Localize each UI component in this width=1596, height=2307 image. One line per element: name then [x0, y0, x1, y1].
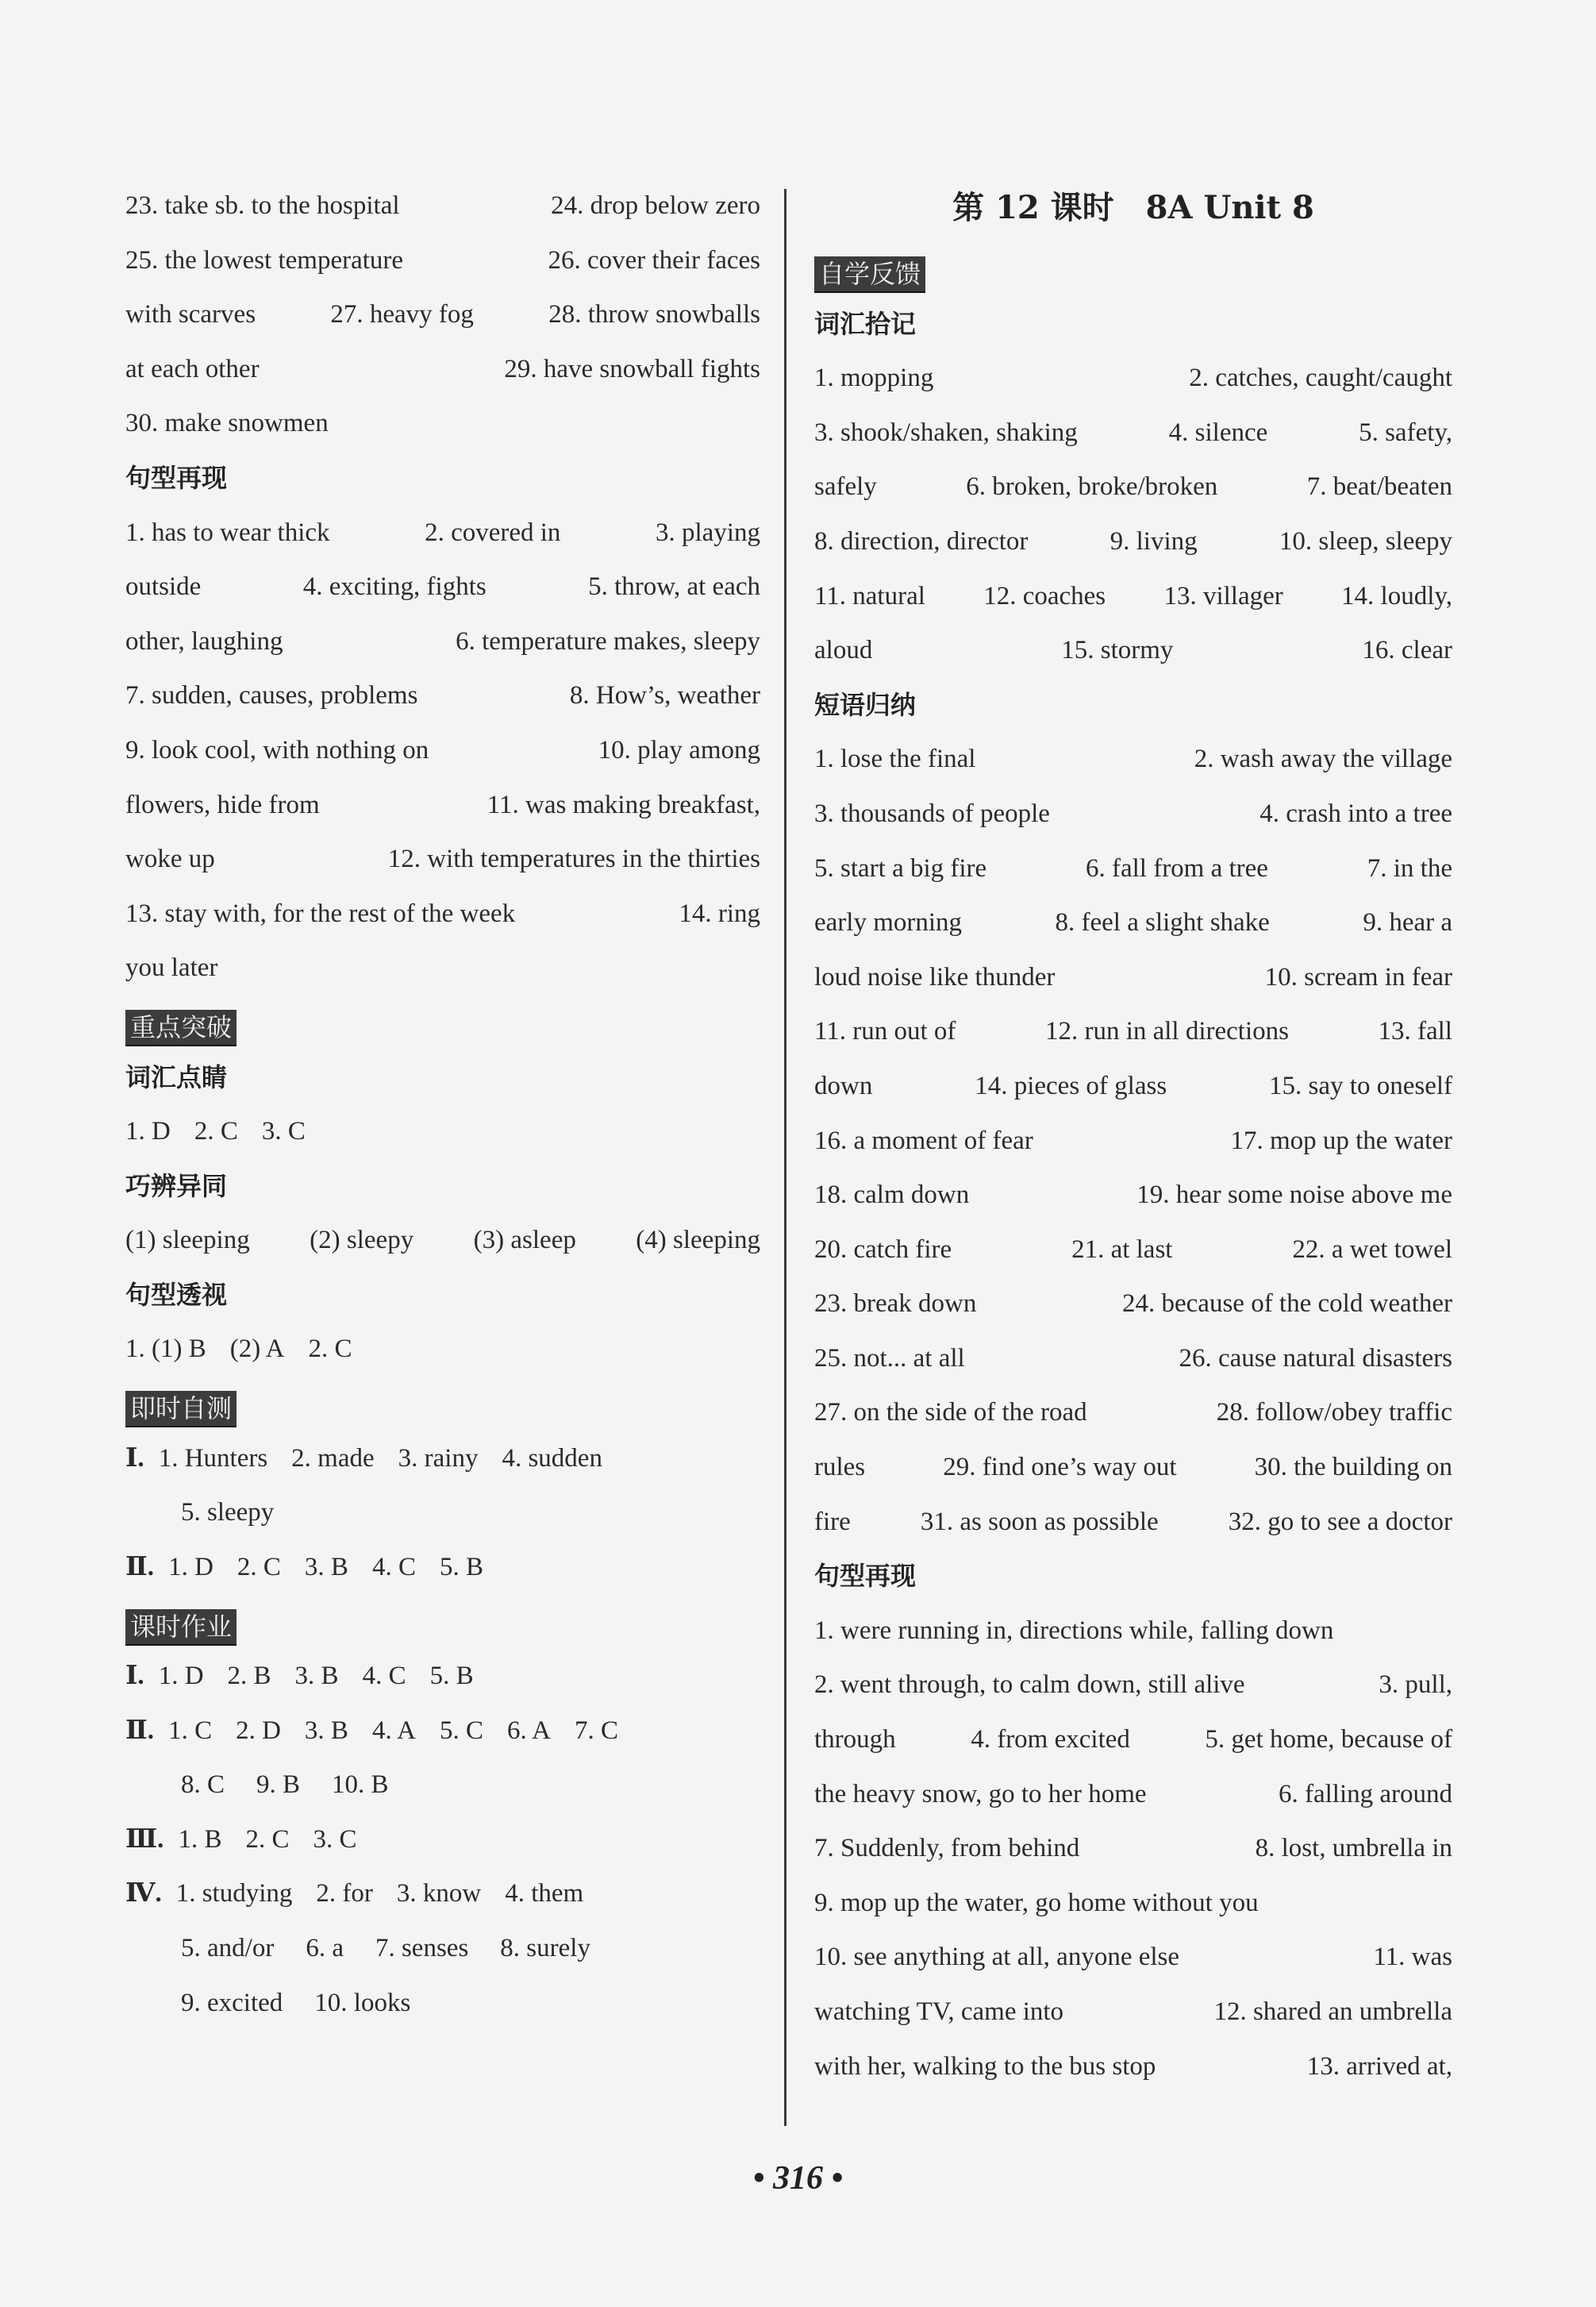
- answer-segment: 25. not... at all: [814, 1343, 965, 1373]
- answer-line: [814, 411, 1452, 466]
- answer-line: [814, 1391, 1452, 1446]
- answer-segment: 1. B: [178, 1824, 222, 1854]
- answer-line: [814, 738, 1452, 792]
- answer-segment: 2. made: [291, 1443, 375, 1473]
- answer-line: [814, 2045, 1452, 2100]
- answer-line: [125, 1219, 760, 1273]
- answer-segment: (3) asleep: [473, 1226, 576, 1255]
- answer-segment: 2. catches, caught/caught: [1189, 364, 1452, 393]
- answer-segment: 3. thousands of people: [814, 799, 1050, 828]
- answer-line: [125, 838, 760, 892]
- answer-segment: 1. lose the final: [814, 745, 976, 774]
- answer-segment: 10. scream in fear: [1264, 962, 1452, 992]
- answer-line: [814, 1065, 1452, 1119]
- answer-segment: 7. sudden, causes, problems: [125, 681, 418, 711]
- heading-sentence-analysis: 句型透视: [125, 1279, 228, 1310]
- answer-segment: 5. safety,: [1359, 418, 1452, 447]
- answer-segment: 28. throw snowballs: [548, 300, 760, 329]
- heading-phrases: 短语归纳: [814, 689, 917, 720]
- answer-segment: 9. living: [1110, 526, 1198, 556]
- answer-segment: 3. shook/shaken, shaking: [814, 418, 1078, 447]
- answer-segment: 17. mop up the water: [1230, 1126, 1452, 1155]
- answer-segment: 4. from excited: [971, 1725, 1130, 1754]
- tag-homework: 课时作业: [125, 1609, 237, 1646]
- answer-segment: 9. look cool, with nothing on: [125, 735, 429, 765]
- answer-segment: 5. get home, because of: [1205, 1725, 1452, 1754]
- answer-segment: 16. a moment of fear: [814, 1126, 1033, 1155]
- answer-segment: 15. stormy: [1061, 636, 1174, 665]
- answer-segment: 23. break down: [814, 1289, 977, 1319]
- answer-line: [125, 946, 760, 1001]
- answer-segment: 14. pieces of glass: [975, 1071, 1167, 1100]
- answer-segment: 2. B: [227, 1662, 271, 1691]
- answer-segment: 3. C: [313, 1824, 357, 1854]
- section-numeral: Ⅲ.: [125, 1824, 164, 1854]
- answer-segment: 1. D: [168, 1552, 213, 1581]
- answer-line: [125, 1654, 760, 1709]
- answer-segment: with her, walking to the bus stop: [814, 2051, 1156, 2081]
- answer-segment: (2) A: [229, 1335, 285, 1364]
- answer-segment: 26. cause natural disasters: [1179, 1343, 1452, 1373]
- answer-line: [814, 356, 1452, 411]
- column-divider: [784, 189, 786, 2126]
- tag-homework-row: [125, 1600, 760, 1654]
- answer-line: [814, 1228, 1452, 1283]
- answer-line: [125, 1709, 760, 1764]
- answer-segment: 26. cover their faces: [548, 245, 760, 275]
- answer-segment: with scarves: [125, 300, 256, 329]
- tag-self-study-row: [814, 248, 1452, 302]
- section-numeral: Ⅱ.: [125, 1716, 155, 1745]
- answer-segment: other, laughing: [125, 626, 283, 656]
- answer-segment: safely: [814, 472, 877, 502]
- tag-instant-test: 即时自测: [125, 1391, 237, 1427]
- answer-segment: 3. B: [304, 1552, 348, 1581]
- answer-segment: 4. silence: [1168, 418, 1268, 447]
- answer-segment: 5. throw, at each: [588, 572, 760, 602]
- answer-line: [814, 1718, 1452, 1773]
- answer-line: [814, 465, 1452, 520]
- answer-line: [814, 1119, 1452, 1174]
- answer-line: [125, 565, 760, 620]
- answer-segment: 11. run out of: [814, 1017, 956, 1046]
- answer-segment: 4. crash into a tree: [1259, 799, 1452, 828]
- heading-distinguish: 巧辨异同: [125, 1170, 228, 1201]
- answer-segment: 1. (1) B: [125, 1335, 206, 1364]
- answer-line: [125, 892, 760, 947]
- answer-segment: 2. C: [308, 1335, 352, 1364]
- answer-line: [125, 184, 760, 239]
- answer-segment: aloud: [814, 636, 873, 665]
- answer-segment: 6. fall from a tree: [1085, 853, 1268, 883]
- answer-line: [814, 1282, 1452, 1337]
- answer-segment: 2. D: [236, 1716, 281, 1745]
- answer-segment: 14. loudly,: [1341, 581, 1452, 610]
- heading-vocabulary-focus: 词汇点睛: [125, 1061, 228, 1092]
- answer-line: [814, 575, 1452, 630]
- answer-segment: 10. sleep, sleepy: [1279, 526, 1452, 556]
- answer-segment: 14. ring: [679, 899, 760, 928]
- answer-segment: 5. B: [439, 1552, 483, 1581]
- answer-line: [125, 1982, 760, 2036]
- answer-segment: 8. How’s, weather: [569, 681, 760, 711]
- answer-segment: 23. take sb. to the hospital: [125, 191, 400, 220]
- answer-line: [125, 1110, 760, 1165]
- answer-segment: 2. covered in: [425, 518, 561, 547]
- answer-line: [125, 1327, 760, 1382]
- answer-segment: 13. arrived at,: [1306, 2051, 1452, 2081]
- answer-line: [125, 1437, 760, 1492]
- answer-segment: 29. have snowball fights: [504, 354, 760, 383]
- answer-segment: 12. coaches: [983, 581, 1106, 610]
- answer-line: [814, 520, 1452, 575]
- answer-segment: 8. surely: [500, 1934, 590, 1962]
- answer-segment: 1. mopping: [814, 364, 934, 393]
- answer-segment: 9. B: [256, 1770, 301, 1800]
- answer-segment: 3. B: [304, 1716, 348, 1745]
- tag-self-study: 自学反馈: [814, 256, 925, 293]
- answer-segment: 13. villager: [1163, 581, 1283, 610]
- answer-segment: through: [814, 1725, 896, 1754]
- answer-segment: 24. because of the cold weather: [1122, 1289, 1452, 1319]
- answer-line: [814, 629, 1452, 684]
- answer-segment: 13. fall: [1378, 1017, 1452, 1046]
- answer-line: [814, 1663, 1452, 1718]
- answer-segment: 21. at last: [1071, 1234, 1173, 1264]
- answer-segment: 28. follow/obey traffic: [1216, 1398, 1452, 1427]
- answer-line: [125, 511, 760, 566]
- answer-segment: you later: [125, 953, 218, 983]
- answer-segment: 1. studying: [175, 1879, 293, 1908]
- answer-segment: 7. senses: [375, 1934, 469, 1962]
- answer-segment: 7. Suddenly, from behind: [814, 1834, 1080, 1863]
- answer-line: [125, 348, 760, 402]
- answer-segment: 10. play among: [598, 735, 760, 765]
- answer-segment: rules: [814, 1453, 866, 1482]
- answer-line: [814, 956, 1452, 1011]
- tag-key-points-row: [125, 1001, 760, 1056]
- answer-line: [125, 1872, 760, 1927]
- answer-segment: 2. C: [237, 1552, 281, 1581]
- answer-segment: 19. hear some noise above me: [1136, 1180, 1452, 1210]
- answer-segment: 10. see anything at all, anyone else: [814, 1943, 1180, 1972]
- tag-instant-test-row: [125, 1382, 760, 1437]
- heading-sentence-patterns: 句型再现: [814, 1561, 917, 1592]
- answer-segment: 4. C: [362, 1662, 406, 1691]
- answer-segment: 16. clear: [1362, 636, 1452, 665]
- answer-segment: early morning: [814, 908, 963, 938]
- answer-segment: 4. C: [371, 1552, 416, 1581]
- answer-segment: 6. broken, broke/broken: [966, 472, 1218, 502]
- answer-segment: 7. in the: [1367, 853, 1452, 883]
- answer-segment: 3. playing: [656, 518, 760, 547]
- answer-segment: 13. stay with, for the rest of the week: [125, 899, 516, 928]
- answer-segment: 9. excited: [181, 1988, 283, 2017]
- answer-segment: 29. find one’s way out: [943, 1453, 1177, 1482]
- answer-segment: down: [814, 1071, 873, 1100]
- right-column: [814, 184, 1452, 2099]
- answer-segment: 2. C: [194, 1117, 238, 1146]
- page-number: • 316 •: [752, 2160, 844, 2197]
- answer-line: [814, 1990, 1452, 2045]
- answer-segment: (1) sleeping: [125, 1226, 250, 1255]
- answer-line: [125, 784, 760, 838]
- answer-segment: 4. A: [371, 1716, 416, 1745]
- answer-segment: 4. sudden: [502, 1443, 602, 1473]
- answer-segment: 1. C: [168, 1716, 213, 1745]
- answer-line: [814, 792, 1452, 847]
- answer-segment: 30. the building on: [1254, 1453, 1452, 1482]
- answer-segment: 9. mop up the water, go home without you: [814, 1888, 1259, 1917]
- answer-line: [814, 1500, 1452, 1555]
- answer-line: [814, 1337, 1452, 1392]
- answer-segment: 3. B: [294, 1662, 339, 1691]
- answer-segment: 3. know: [396, 1879, 482, 1908]
- answer-segment: 1. were running in, directions while, falling down: [814, 1616, 1334, 1645]
- answer-segment: 2. wash away the village: [1194, 745, 1452, 774]
- answer-segment: 15. say to oneself: [1269, 1071, 1452, 1100]
- answer-segment: 1. D: [125, 1117, 171, 1146]
- answer-segment: 3. rainy: [398, 1443, 479, 1473]
- answer-segment: flowers, hide from: [125, 790, 320, 819]
- section-numeral: Ⅰ.: [125, 1662, 144, 1691]
- left-column: [125, 184, 760, 2035]
- answer-line: [814, 1173, 1452, 1228]
- answer-segment: 22. a wet towel: [1292, 1234, 1452, 1264]
- answer-segment: 7. C: [574, 1716, 618, 1745]
- answer-segment: 2. C: [245, 1824, 290, 1854]
- answer-line: [125, 1818, 760, 1873]
- answer-segment: 18. calm down: [814, 1180, 970, 1210]
- answer-segment: 11. was making breakfast,: [486, 790, 760, 819]
- answer-line: [125, 1927, 760, 1982]
- answer-segment: 5. start a big fire: [814, 853, 987, 883]
- answer-segment: 8. direction, director: [814, 526, 1029, 556]
- answer-line: [125, 674, 760, 729]
- answer-segment: 4. them: [505, 1879, 584, 1908]
- answer-line: [814, 901, 1452, 956]
- answer-segment: 12. run in all directions: [1044, 1017, 1289, 1046]
- answer-segment: 8. C: [181, 1770, 225, 1800]
- answer-line: [814, 1881, 1452, 1936]
- answer-segment: woke up: [125, 845, 215, 874]
- answer-segment: 27. heavy fog: [330, 300, 474, 329]
- answer-segment: 12. shared an umbrella: [1213, 1997, 1452, 2026]
- answer-segment: 1. D: [158, 1662, 204, 1691]
- answer-segment: fire: [814, 1507, 851, 1536]
- answer-line: [125, 620, 760, 675]
- answer-segment: 20. catch fire: [814, 1234, 952, 1264]
- section-numeral: Ⅳ.: [125, 1879, 162, 1908]
- answer-line: [125, 729, 760, 784]
- answer-line: [814, 1446, 1452, 1500]
- answer-line: [814, 1773, 1452, 1827]
- lesson-title: 第 12 课时 8A Unit 8: [952, 189, 1314, 226]
- answer-segment: the heavy snow, go to her home: [814, 1779, 1147, 1808]
- answer-segment: 4. exciting, fights: [302, 572, 486, 602]
- answer-segment: 8. lost, umbrella in: [1255, 1834, 1452, 1863]
- answer-line: [125, 402, 760, 456]
- answer-segment: 8. feel a slight shake: [1055, 908, 1270, 938]
- answer-segment: 2. for: [316, 1879, 373, 1908]
- answer-segment: 1. has to wear thick: [125, 518, 330, 547]
- heading-vocabulary: 词汇拾记: [814, 308, 917, 339]
- answer-segment: 6. a: [306, 1934, 344, 1962]
- answer-segment: 2. went through, to calm down, still alive: [814, 1670, 1245, 1700]
- answer-segment: (2) sleepy: [310, 1226, 414, 1255]
- answer-segment: 10. B: [332, 1770, 389, 1800]
- answer-segment: 12. with temperatures in the thirties: [387, 845, 760, 874]
- tag-key-points: 重点突破: [125, 1010, 237, 1046]
- answer-line: [814, 847, 1452, 902]
- section-numeral: Ⅰ.: [125, 1443, 144, 1473]
- heading-sentence-patterns: 句型再现: [125, 462, 228, 493]
- answer-line: [125, 1546, 760, 1600]
- answer-line: [814, 1010, 1452, 1065]
- answer-segment: 3. C: [261, 1117, 306, 1146]
- answer-segment: at each other: [125, 354, 260, 383]
- answer-line: [814, 1609, 1452, 1664]
- answer-segment: 5. C: [439, 1716, 483, 1745]
- answer-segment: 9. hear a: [1363, 908, 1452, 938]
- answer-segment: 10. looks: [314, 1988, 411, 2017]
- answer-segment: 27. on the side of the road: [814, 1398, 1087, 1427]
- answer-segment: 11. was: [1373, 1943, 1452, 1972]
- answer-line: [814, 1935, 1452, 1990]
- answer-segment: (4) sleeping: [636, 1226, 760, 1255]
- answer-line: [125, 1763, 760, 1818]
- answer-line: [814, 1827, 1452, 1881]
- answer-segment: outside: [125, 572, 202, 602]
- answer-segment: 7. beat/beaten: [1306, 472, 1452, 502]
- answer-segment: 5. and/or: [181, 1934, 275, 1962]
- answer-segment: 3. pull,: [1379, 1670, 1452, 1700]
- answer-segment: 31. as soon as possible: [920, 1507, 1159, 1536]
- answer-segment: 6. A: [506, 1716, 551, 1745]
- answer-segment: 5. sleepy: [181, 1498, 275, 1527]
- answer-segment: 5. B: [429, 1662, 474, 1691]
- answer-segment: 24. drop below zero: [551, 191, 760, 220]
- answer-segment: 1. Hunters: [158, 1443, 268, 1473]
- answer-segment: 30. make snowmen: [125, 409, 329, 438]
- answer-segment: 32. go to see a doctor: [1228, 1507, 1452, 1536]
- answer-segment: 6. temperature makes, sleepy: [456, 626, 760, 656]
- answer-segment: watching TV, came into: [814, 1997, 1064, 2026]
- answer-segment: 25. the lowest temperature: [125, 245, 404, 275]
- answer-line: [125, 239, 760, 294]
- answer-segment: 11. natural: [814, 581, 925, 610]
- answer-line: [125, 293, 760, 348]
- section-numeral: Ⅱ.: [125, 1552, 155, 1581]
- answer-segment: 6. falling around: [1278, 1779, 1452, 1808]
- answer-line: [125, 1491, 760, 1546]
- answer-segment: loud noise like thunder: [814, 962, 1056, 992]
